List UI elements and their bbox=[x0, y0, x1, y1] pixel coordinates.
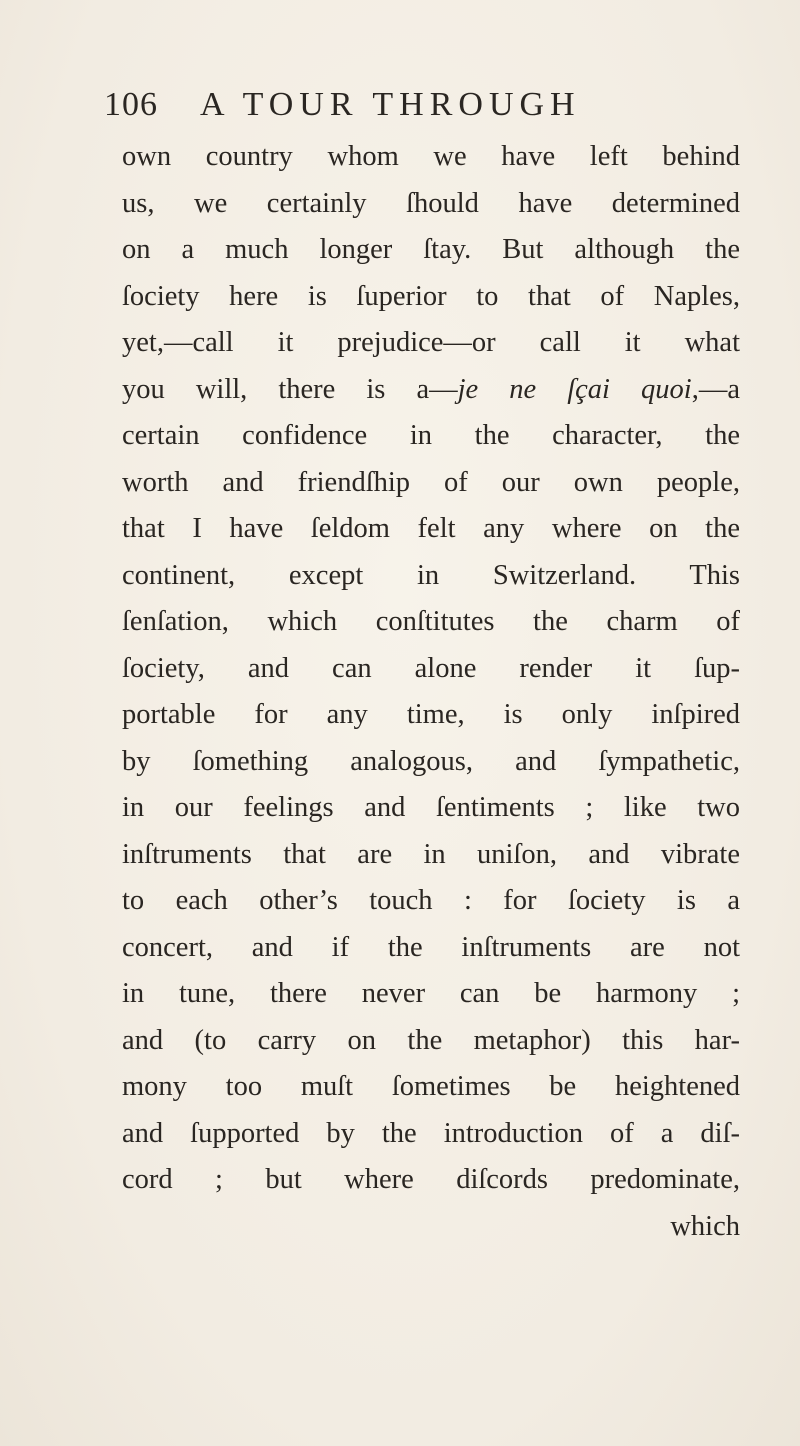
text-line bbox=[122, 227, 740, 274]
text-line bbox=[122, 274, 740, 321]
text-line bbox=[122, 739, 740, 786]
text-segment: on a much longer ſtay. But although the bbox=[122, 234, 740, 265]
text-line bbox=[122, 460, 740, 507]
text-segment: in our feelings and ſentiments ; like two bbox=[122, 792, 740, 823]
text-segment: us, we certainly ſhould have determined bbox=[122, 187, 740, 219]
text-segment: cord ; but where diſcords predominate, bbox=[122, 1164, 740, 1195]
text-segment: that I have ſeldom felt any where on the bbox=[122, 513, 740, 544]
text-segment: ſenſation, which conſtitutes the charm of bbox=[122, 606, 740, 637]
text-line bbox=[122, 971, 740, 1018]
text-segment: to each other’s touch : for ſociety is a bbox=[122, 885, 740, 916]
text-segment: which bbox=[670, 1210, 740, 1242]
text-segment: by ſomething analogous, and ſympathetic, bbox=[122, 745, 740, 777]
text-line bbox=[122, 413, 740, 460]
text-line bbox=[122, 1018, 740, 1065]
text-segment: yet,—call it prejudice—or call it what bbox=[122, 327, 740, 358]
text-segment: own country whom we have left behind bbox=[122, 141, 740, 172]
page-header bbox=[104, 86, 744, 126]
body-text bbox=[122, 134, 740, 1250]
text-segment: ſociety here is ſuperior to that of Naples, bbox=[122, 280, 740, 312]
text-segment: and ſupported by the introduction of a diſ- bbox=[122, 1117, 740, 1149]
text-segment: certain confidence in the character, the bbox=[122, 420, 740, 451]
text-segment: mony too muſt ſometimes be heightened bbox=[122, 1071, 740, 1102]
text-segment: ,—a bbox=[691, 373, 740, 405]
text-line bbox=[122, 832, 740, 879]
text-line bbox=[122, 1064, 740, 1111]
text-segment: portable for any time, is only inſpired bbox=[122, 699, 740, 730]
text-line bbox=[122, 599, 740, 646]
text-line bbox=[122, 692, 740, 739]
italic-phrase: je ne ſçai quoi bbox=[457, 373, 692, 405]
text-line bbox=[122, 646, 740, 693]
text-segment: ſociety, and can alone render it ſup- bbox=[122, 652, 740, 684]
text-line bbox=[122, 1157, 740, 1204]
text-line bbox=[122, 925, 740, 972]
text-line bbox=[122, 878, 740, 925]
text-line bbox=[122, 320, 740, 367]
text-line bbox=[122, 1204, 740, 1251]
text-segment: you will, there is a— bbox=[122, 373, 458, 405]
running-head: A TOUR THROUGH bbox=[200, 86, 581, 123]
text-segment: in tune, there never can be harmony ; bbox=[122, 978, 740, 1009]
text-segment: inſtruments that are in uniſon, and vibrate bbox=[122, 838, 740, 870]
page-number: 106 bbox=[104, 86, 158, 123]
text-line bbox=[122, 1111, 740, 1158]
text-line bbox=[122, 134, 740, 181]
text-segment: and (to carry on the metaphor) this har- bbox=[122, 1024, 740, 1056]
text-line bbox=[122, 553, 740, 600]
text-line bbox=[122, 785, 740, 832]
text-line bbox=[122, 367, 740, 414]
text-segment: worth and friendſhip of our own people, bbox=[122, 466, 740, 498]
text-line bbox=[122, 506, 740, 553]
text-segment: continent, except in Switzerland. This bbox=[122, 559, 740, 591]
text-line bbox=[122, 181, 740, 228]
text-segment: concert, and if the inſtruments are not bbox=[122, 931, 740, 963]
